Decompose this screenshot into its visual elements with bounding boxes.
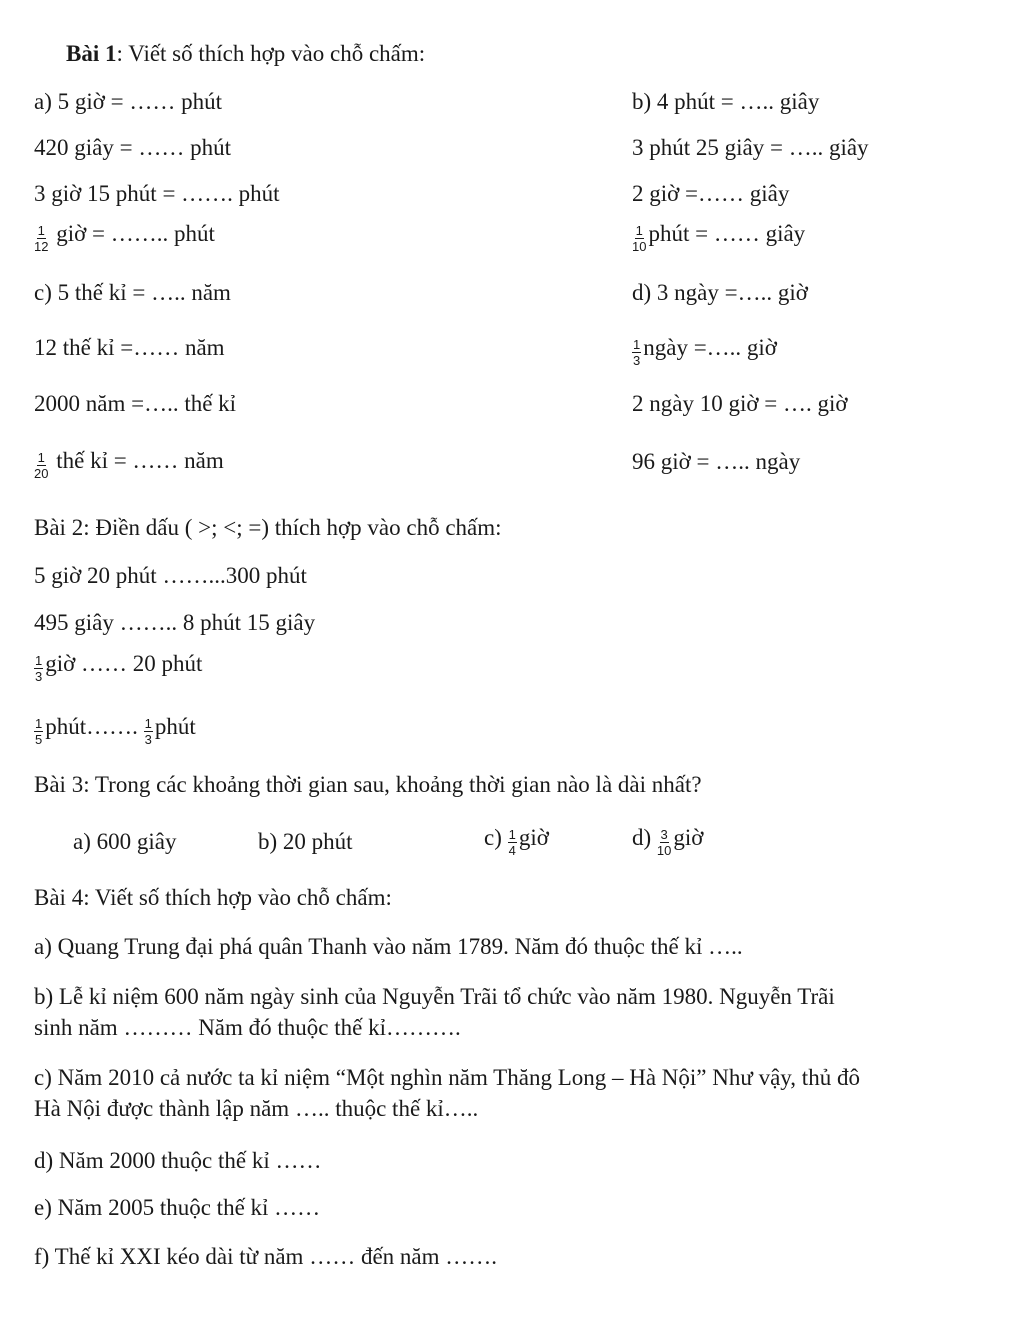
bai2-line2: 495 giây …….. 8 phút 15 giây	[34, 610, 316, 635]
bai3-option-c-label: c)	[484, 825, 502, 850]
bai1-title-bold: Bài 1	[66, 41, 117, 66]
fraction-denominator: 20	[34, 466, 49, 482]
fraction-numerator: 1	[633, 337, 641, 353]
fraction-denominator: 12	[34, 239, 49, 255]
fraction	[144, 717, 153, 746]
bai1-a2: 420 giây = …… phút	[34, 135, 231, 160]
bai2-line4	[34, 713, 196, 748]
bai2-line3	[34, 650, 203, 685]
fraction-denominator: 5	[35, 732, 43, 748]
bai1-a1: a) 5 giờ = …… phút	[34, 89, 223, 114]
bai1-d3: 2 ngày 10 giờ = …. giờ	[632, 391, 848, 416]
bai4-b-line2: sinh năm ……… Năm đó thuộc thế kỉ……….	[34, 1015, 461, 1040]
fraction	[657, 828, 671, 857]
fraction	[34, 717, 43, 746]
fraction-numerator: 1	[37, 450, 45, 466]
bai3-option-a: a) 600 giây	[73, 829, 177, 854]
bai4-c-line2: Hà Nội được thành lập năm ….. thuộc thế kỉ…..	[34, 1096, 479, 1121]
fraction-numerator: 1	[35, 716, 43, 732]
bai1-title	[66, 40, 425, 68]
bai1-b4-text: phút = …… giây	[648, 221, 806, 246]
bai3-option-c	[484, 824, 549, 859]
bai1-a4-text: giờ = …….. phút	[56, 221, 215, 246]
bai1-c4-text: thế kỉ = …… năm	[56, 448, 224, 473]
bai3-option-d	[632, 824, 704, 859]
bai3-option-d-label: d)	[632, 825, 652, 850]
fraction-denominator: 3	[633, 353, 641, 369]
fraction-denominator: 4	[508, 843, 516, 859]
fraction	[632, 224, 646, 253]
bai1-d2-text: ngày =….. giờ	[643, 335, 777, 360]
bai3-title: Bài 3: Trong các khoảng thời gian sau, khoảng thời gian nào là dài nhất?	[34, 772, 702, 797]
bai2-line4-text2: phút	[154, 714, 196, 739]
bai1-d4: 96 giờ = ….. ngày	[632, 449, 801, 474]
fraction-denominator: 10	[632, 239, 647, 255]
bai1-a4	[34, 220, 215, 255]
bai4-d: d) Năm 2000 thuộc thế kỉ ……	[34, 1148, 322, 1173]
bai1-b1: b) 4 phút = ….. giây	[632, 89, 820, 114]
bai2-line4-text1: phút…….	[45, 714, 138, 739]
fraction	[34, 654, 43, 683]
bai1-b2: 3 phút 25 giây = ….. giây	[632, 135, 869, 160]
bai1-b3: 2 giờ =…… giây	[632, 181, 790, 206]
fraction	[34, 224, 48, 253]
bai3-option-d-text: giờ	[673, 825, 704, 850]
bai1-c1: c) 5 thế kỉ = ….. năm	[34, 280, 231, 305]
bai3-option-b: b) 20 phút	[258, 829, 353, 854]
bai1-c3: 2000 năm =….. thế kỉ	[34, 391, 237, 416]
bai2-line3-text: giờ …… 20 phút	[45, 651, 203, 676]
bai4-f: f) Thế kỉ XXI kéo dài từ năm …… đến năm …….	[34, 1244, 497, 1269]
fraction-denominator: 3	[35, 669, 43, 685]
fraction-denominator: 3	[144, 732, 152, 748]
bai1-b4	[632, 220, 806, 255]
fraction	[632, 338, 641, 367]
fraction	[508, 828, 517, 857]
fraction-numerator: 1	[35, 653, 43, 669]
bai3-option-c-text: giờ	[518, 825, 549, 850]
bai2-line1: 5 giờ 20 phút ……...300 phút	[34, 563, 307, 588]
fraction-numerator: 1	[37, 223, 45, 239]
bai1-c4	[34, 447, 224, 482]
fraction-numerator: 3	[660, 827, 668, 843]
fraction	[34, 451, 48, 480]
fraction-numerator: 1	[508, 827, 516, 843]
bai1-c2: 12 thế kỉ =…… năm	[34, 335, 225, 360]
bai1-title-rest: : Viết số thích hợp vào chỗ chấm:	[116, 41, 426, 66]
fraction-numerator: 1	[144, 716, 152, 732]
bai1-d1: d) 3 ngày =….. giờ	[632, 280, 808, 305]
bai1-d2	[632, 334, 777, 369]
fraction-denominator: 10	[656, 843, 672, 859]
bai4-title: Bài 4: Viết số thích hợp vào chỗ chấm:	[34, 885, 392, 910]
bai2-title: Bài 2: Điền dấu ( >; <; =) thích hợp vào chỗ chấm:	[34, 515, 502, 540]
bai4-c-line1: c) Năm 2010 cả nước ta kỉ niệm “Một nghìn năm Thăng Long – Hà Nội” Như vậy, thủ đô	[34, 1065, 860, 1090]
bai4-a: a) Quang Trung đại phá quân Thanh vào năm 1789. Năm đó thuộc thế kỉ …..	[34, 934, 743, 959]
bai1-a3: 3 giờ 15 phút = ……. phút	[34, 181, 280, 206]
fraction-numerator: 1	[635, 223, 643, 239]
bai4-b-line1: b) Lễ kỉ niệm 600 năm ngày sinh của Nguyễn Trãi tổ chức vào năm 1980. Nguyễn Trãi	[34, 984, 835, 1009]
bai4-e: e) Năm 2005 thuộc thế kỉ ……	[34, 1195, 321, 1220]
